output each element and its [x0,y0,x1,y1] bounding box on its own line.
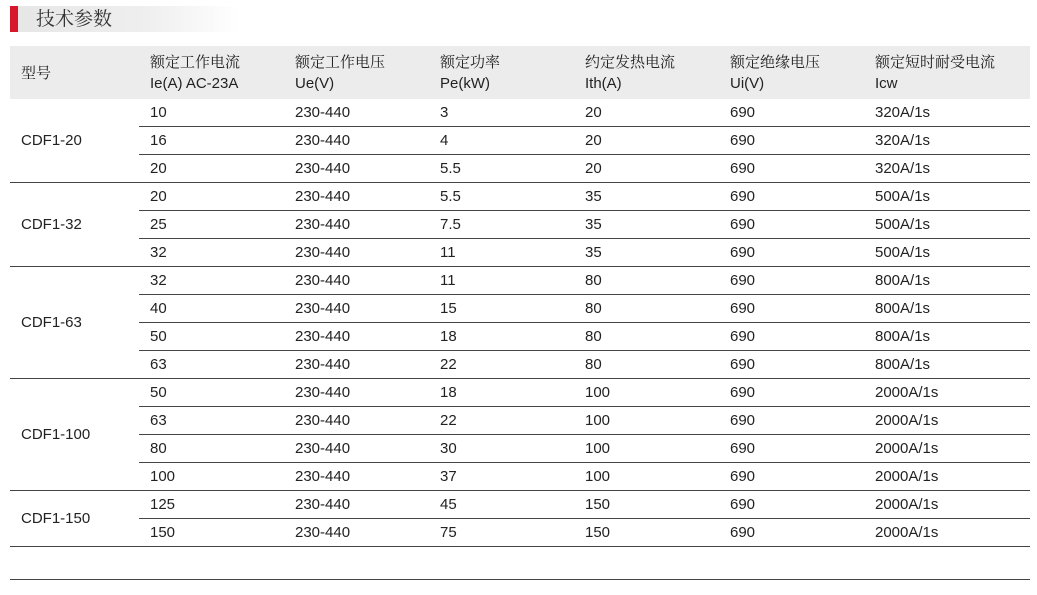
thermal-current-cell: 80 [574,351,719,379]
header-rated-current: 额定工作电流 Ie(A) AC-23A [139,46,284,99]
thermal-current-cell: 20 [574,155,719,183]
short-time-current-cell: 320A/1s [864,99,1030,127]
model-cell: CDF1-63 [10,267,139,379]
header-insulation-voltage: 额定绝缘电压 Ui(V) [719,46,864,99]
rated-power-cell: 37 [429,463,574,491]
rated-voltage-cell: 230-440 [284,435,429,463]
short-time-current-cell: 500A/1s [864,211,1030,239]
header-model: 型号 [10,46,139,99]
rated-voltage-cell: 230-440 [284,239,429,267]
rated-voltage-cell: 230-440 [284,183,429,211]
short-time-current-cell: 500A/1s [864,239,1030,267]
short-time-current-cell: 800A/1s [864,323,1030,351]
table-row [10,183,1030,211]
model-cell: CDF1-32 [10,183,139,267]
thermal-current-cell: 100 [574,463,719,491]
rated-voltage-cell: 230-440 [284,267,429,295]
table-row [10,155,1030,183]
rated-power-cell: 5.5 [429,155,574,183]
insulation-voltage-cell: 690 [719,267,864,295]
insulation-voltage-cell: 690 [719,99,864,127]
rated-current-cell: 32 [139,239,284,267]
model-cell: CDF1-150 [10,491,139,547]
rated-power-cell: 5.5 [429,183,574,211]
rated-power-cell: 22 [429,351,574,379]
rated-current-cell: 10 [139,99,284,127]
table-row [10,211,1030,239]
rated-current-cell: 16 [139,127,284,155]
insulation-voltage-cell: 690 [719,519,864,547]
rated-power-cell: 15 [429,295,574,323]
rated-voltage-cell: 230-440 [284,519,429,547]
insulation-voltage-cell: 690 [719,491,864,519]
rated-voltage-cell: 230-440 [284,491,429,519]
rated-power-cell: 45 [429,491,574,519]
rated-power-cell: 18 [429,323,574,351]
short-time-current-cell: 800A/1s [864,267,1030,295]
header-rated-power: 额定功率 Pe(kW) [429,46,574,99]
rated-power-cell: 11 [429,267,574,295]
short-time-current-cell: 2000A/1s [864,379,1030,407]
section-accent-bar [10,6,18,32]
thermal-current-cell: 20 [574,127,719,155]
insulation-voltage-cell: 690 [719,351,864,379]
thermal-current-cell: 80 [574,323,719,351]
insulation-voltage-cell: 690 [719,239,864,267]
rated-current-cell: 20 [139,155,284,183]
table-row [10,127,1030,155]
short-time-current-cell: 2000A/1s [864,491,1030,519]
short-time-current-cell: 800A/1s [864,295,1030,323]
thermal-current-cell: 80 [574,295,719,323]
rated-current-cell: 20 [139,183,284,211]
short-time-current-cell: 320A/1s [864,127,1030,155]
table-row [10,295,1030,323]
thermal-current-cell: 100 [574,435,719,463]
rated-voltage-cell: 230-440 [284,211,429,239]
model-cell: CDF1-100 [10,379,139,491]
table-row [10,239,1030,267]
spec-table [10,46,1030,547]
rated-current-cell: 150 [139,519,284,547]
short-time-current-cell: 500A/1s [864,183,1030,211]
insulation-voltage-cell: 690 [719,183,864,211]
short-time-current-cell: 2000A/1s [864,407,1030,435]
rated-current-cell: 80 [139,435,284,463]
table-row [10,351,1030,379]
table-row [10,323,1030,351]
rated-power-cell: 75 [429,519,574,547]
rated-voltage-cell: 230-440 [284,379,429,407]
rated-voltage-cell: 230-440 [284,463,429,491]
header-rated-voltage: 额定工作电压 Ue(V) [284,46,429,99]
short-time-current-cell: 320A/1s [864,155,1030,183]
insulation-voltage-cell: 690 [719,211,864,239]
table-row [10,463,1030,491]
table-row [10,519,1030,547]
rated-power-cell: 4 [429,127,574,155]
short-time-current-cell: 2000A/1s [864,463,1030,491]
header-short-time-current: 额定短时耐受电流 Icw [864,46,1030,99]
table-row [10,435,1030,463]
rated-current-cell: 50 [139,323,284,351]
model-cell: CDF1-20 [10,99,139,183]
insulation-voltage-cell: 690 [719,463,864,491]
thermal-current-cell: 100 [574,407,719,435]
short-time-current-cell: 2000A/1s [864,519,1030,547]
insulation-voltage-cell: 690 [719,155,864,183]
bottom-divider [10,579,1030,580]
table-body [10,99,1030,547]
insulation-voltage-cell: 690 [719,407,864,435]
header-thermal-current: 约定发热电流 Ith(A) [574,46,719,99]
table-row [10,491,1030,519]
rated-power-cell: 11 [429,239,574,267]
table-row [10,267,1030,295]
thermal-current-cell: 20 [574,99,719,127]
rated-voltage-cell: 230-440 [284,351,429,379]
thermal-current-cell: 150 [574,491,719,519]
thermal-current-cell: 35 [574,183,719,211]
rated-current-cell: 63 [139,351,284,379]
rated-voltage-cell: 230-440 [284,127,429,155]
section-header [10,6,240,32]
insulation-voltage-cell: 690 [719,323,864,351]
table-row [10,99,1030,127]
rated-power-cell: 30 [429,435,574,463]
short-time-current-cell: 2000A/1s [864,435,1030,463]
table-row [10,379,1030,407]
insulation-voltage-cell: 690 [719,295,864,323]
section-title: 技术参数 [36,8,113,30]
rated-voltage-cell: 230-440 [284,155,429,183]
thermal-current-cell: 80 [574,267,719,295]
rated-voltage-cell: 230-440 [284,407,429,435]
table-header-row [10,46,1030,99]
thermal-current-cell: 150 [574,519,719,547]
rated-current-cell: 25 [139,211,284,239]
rated-power-cell: 18 [429,379,574,407]
rated-current-cell: 125 [139,491,284,519]
rated-power-cell: 7.5 [429,211,574,239]
rated-voltage-cell: 230-440 [284,295,429,323]
thermal-current-cell: 100 [574,379,719,407]
rated-voltage-cell: 230-440 [284,323,429,351]
insulation-voltage-cell: 690 [719,435,864,463]
short-time-current-cell: 800A/1s [864,351,1030,379]
rated-voltage-cell: 230-440 [284,99,429,127]
rated-current-cell: 50 [139,379,284,407]
rated-power-cell: 22 [429,407,574,435]
insulation-voltage-cell: 690 [719,127,864,155]
table-row [10,407,1030,435]
rated-power-cell: 3 [429,99,574,127]
rated-current-cell: 100 [139,463,284,491]
thermal-current-cell: 35 [574,239,719,267]
rated-current-cell: 40 [139,295,284,323]
rated-current-cell: 32 [139,267,284,295]
insulation-voltage-cell: 690 [719,379,864,407]
thermal-current-cell: 35 [574,211,719,239]
rated-current-cell: 63 [139,407,284,435]
